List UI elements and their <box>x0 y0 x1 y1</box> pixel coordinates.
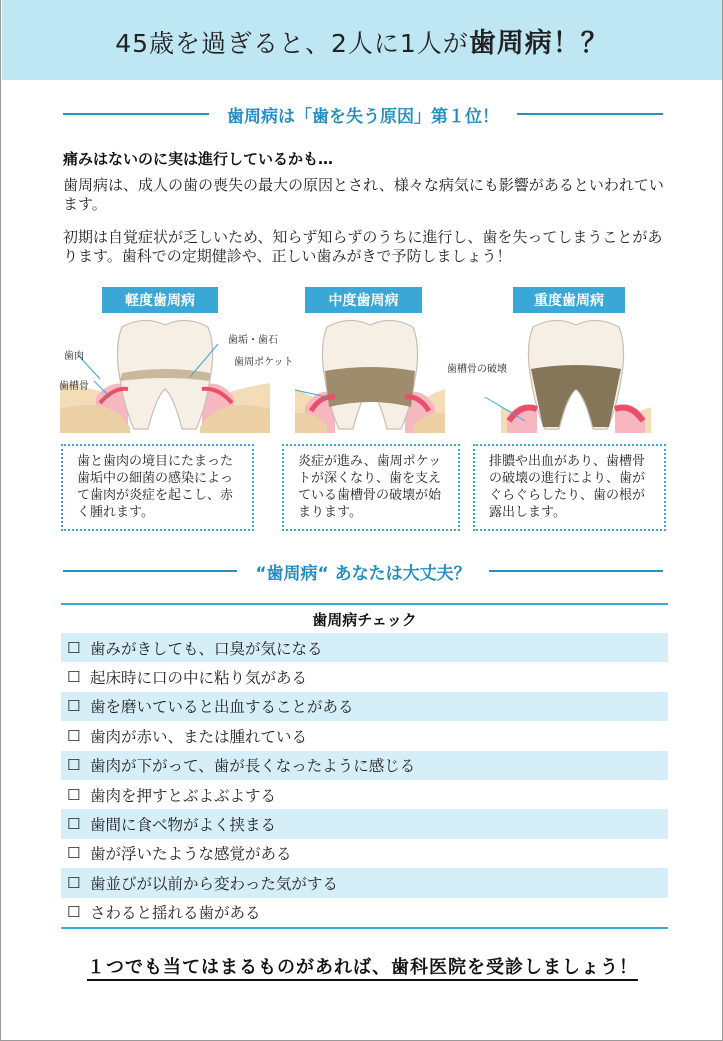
checkbox-icon[interactable]: ☐ <box>67 756 81 775</box>
checklist-item[interactable] <box>61 633 668 662</box>
heading-rule-right <box>489 570 663 572</box>
callout-gum: 歯肉 <box>64 351 84 362</box>
section-heading-text: “歯周病“ あなたは大丈夫？ <box>255 563 471 584</box>
checkbox-icon[interactable]: ☐ <box>67 785 81 804</box>
checklist-item[interactable] <box>61 662 668 691</box>
callout-periodontal-pocket: 歯周ポケット <box>234 357 294 368</box>
checklist-item-label: 歯肉が下がって、歯が長くなったように感じる <box>90 757 416 776</box>
paragraph-prevention: 初期は自覚症状が乏しいため、知らず知らずのうちに進行し、歯を失ってしまうことがあります。歯科での定期健診や、正しい歯みがきで予防しましょう！ <box>63 228 663 265</box>
stage-description-severe: 排膿や出血があり、歯槽骨の破壊の進行により、歯がぐらぐらしたり、歯の根が露出します。 <box>473 444 666 531</box>
checklist-item-label: 歯が浮いたような感覚がある <box>90 845 292 864</box>
callout-alveolar-bone: 歯槽骨 <box>59 381 89 392</box>
section-heading-check <box>63 556 663 586</box>
checklist-item-label: 歯を磨いていると出血することがある <box>90 698 354 717</box>
checklist-title: 歯周病チェック <box>61 603 668 633</box>
heading-rule-right <box>517 113 663 115</box>
checklist-item-label: 歯肉を押すとぶよぶよする <box>90 786 277 805</box>
heading-rule-left <box>63 113 209 115</box>
checklist-item[interactable] <box>61 721 668 750</box>
checkbox-icon[interactable]: ☐ <box>67 697 81 716</box>
callout-plaque: 歯垢・歯石 <box>228 335 278 346</box>
checklist-item[interactable] <box>61 809 668 838</box>
checklist-item-label: 歯間に食べ物がよく挟まる <box>90 816 277 835</box>
stage-badge-severe: 重度歯周病 <box>513 287 625 313</box>
title-emphasis: 歯周病！？ <box>468 27 609 59</box>
checklist-item[interactable] <box>61 898 668 927</box>
checklist-item-label: 歯肉が赤い、または腫れている <box>90 727 308 746</box>
checklist-item[interactable] <box>61 751 668 780</box>
stage-description-moderate: 炎症が進み、歯周ポケットが深くなり、歯を支えている歯槽骨の破壊が始まります。 <box>282 444 460 531</box>
footer-call-to-action <box>1 953 723 979</box>
checkbox-icon[interactable]: ☐ <box>67 873 81 892</box>
footer-text: １つでも当てはまるものがあれば、歯科医院を受診しましょう！ <box>87 957 638 981</box>
checkbox-icon[interactable]: ☐ <box>67 638 81 657</box>
title-prefix: 45歳を過ぎると、2人に1人が <box>115 28 469 58</box>
checklist <box>61 633 668 929</box>
checklist-item[interactable] <box>61 868 668 897</box>
stage-badge-mild: 軽度歯周病 <box>102 287 218 313</box>
header-banner <box>2 0 722 80</box>
checkbox-icon[interactable]: ☐ <box>67 726 81 745</box>
heading-rule-left <box>63 570 237 572</box>
section-heading-cause <box>63 99 663 129</box>
checklist-item-label: 起床時に口の中に粘り気がある <box>90 669 308 688</box>
checklist-item-label: さわると揺れる歯がある <box>90 904 261 923</box>
tooth-illustration-severe <box>471 317 681 433</box>
page-title <box>115 21 609 60</box>
checkbox-icon[interactable]: ☐ <box>67 668 81 687</box>
paragraph-cause: 歯周病は、成人の歯の喪失の最大の原因とされ、様々な病気にも影響があるといわれています。 <box>63 176 664 213</box>
callout-bone-destruction: 歯槽骨の破壊 <box>447 364 507 375</box>
checkbox-icon[interactable]: ☐ <box>67 815 81 834</box>
checklist-item[interactable] <box>61 692 668 721</box>
tooth-illustration-moderate <box>265 317 475 433</box>
lead-text: 痛みはないのに実は進行しているかも… <box>63 150 334 168</box>
checklist-item[interactable] <box>61 839 668 868</box>
section-heading-text: 歯周病は「歯を失う原因」第１位！ <box>227 106 499 127</box>
stage-badge-moderate: 中度歯周病 <box>305 287 422 313</box>
stage-description-mild: 歯と歯肉の境目にたまった歯垢中の細菌の感染によって歯肉が炎症を起こし、赤く腫れます。 <box>61 444 254 531</box>
checkbox-icon[interactable]: ☐ <box>67 903 81 922</box>
checkbox-icon[interactable]: ☐ <box>67 844 81 863</box>
checklist-item-label: 歯並びが以前から変わった気がする <box>90 874 338 893</box>
checklist-item-label: 歯みがきしても、口臭が気になる <box>90 639 323 658</box>
checklist-item[interactable] <box>61 780 668 809</box>
